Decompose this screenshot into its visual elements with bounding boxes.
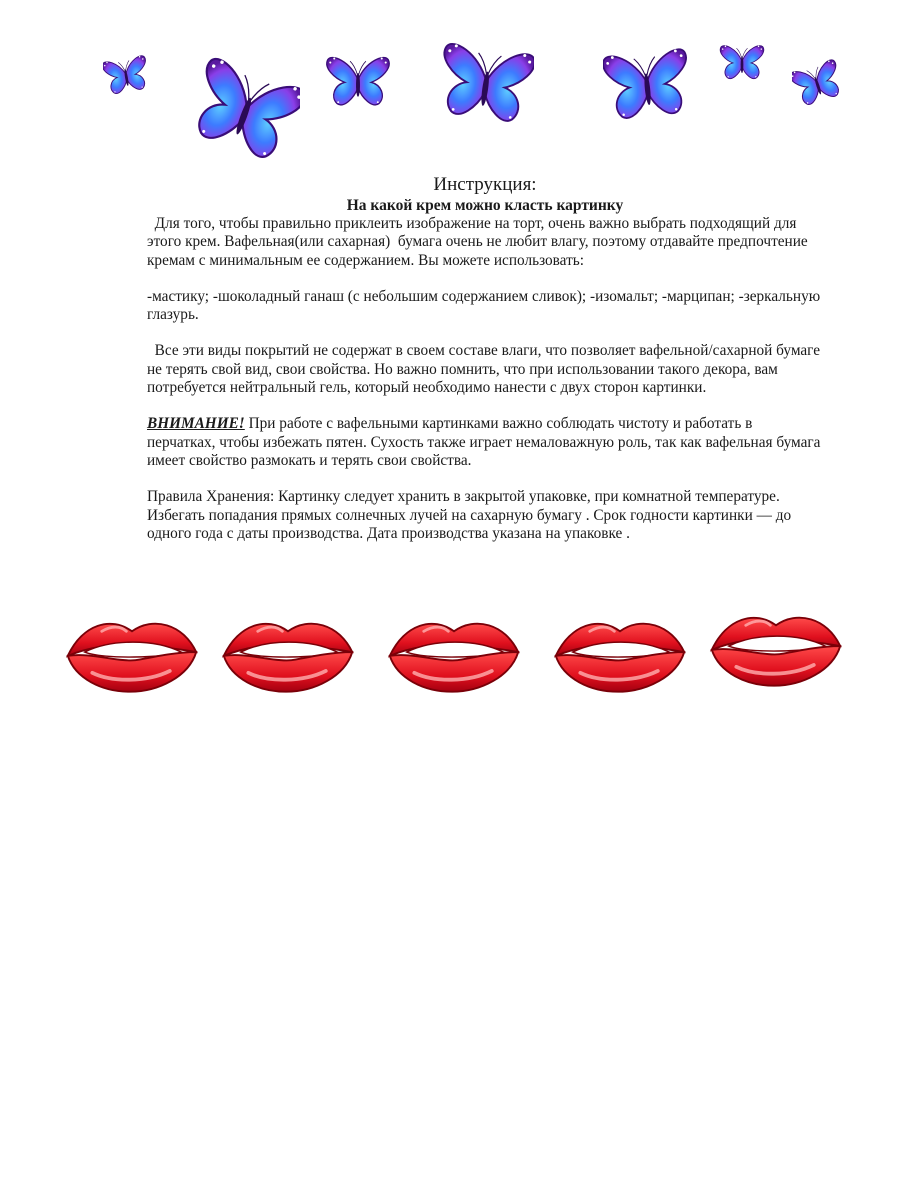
lips-icon [386,608,522,698]
butterfly-icon [438,34,534,132]
page-title: Инструкция: [433,174,537,195]
paragraph-coatings: Все эти виды покрытий не содержат в своем составе влаги, что позволяет вафельной/сахарной бумаге не терять свой вид, свои свойства. Но важно помнить, что при использовании такого декора, вам потребуется нейтральный гель, который необходимо нанести с двух сторон картинки. [147,342,824,397]
butterfly-icon [103,50,149,100]
paragraph-intro: Для того, чтобы правильно приклеить изображение на торт, очень важно выбрать подходящий для этого крем. Вафельная(или сахарная) бумага очень не любит влагу, поэтому отдавайте предпочтение кремам с минимальным ее содержанием. Вы можете использовать: [147,215,812,269]
instruction-text [147,174,823,543]
page-subtitle: На какой крем можно класть картинку [346,197,624,214]
lips-icon [64,608,200,698]
butterfly-icon [318,48,398,114]
lips-icon [708,602,844,692]
butterfly-icon [603,36,691,132]
paragraph-list: -мастику; -шоколадный ганаш (с небольшим содержанием сливок); -изомальт; -марципан; -зеркальную глазурь. [147,287,821,324]
lips-icon [220,608,356,698]
butterfly-icon [792,58,842,108]
warning-text: При работе с вафельными картинками важно соблюдать чистоту и работать в перчатках, чтобы избежать пятен. Сухость также играет немаловажную роль, так как вафельная бумага имеет свойство размокать и терять свои свойства. [147,415,821,469]
paragraph-warning [147,415,823,470]
butterfly-icon [192,52,300,168]
warning-label: ВНИМАНИЕ! [147,415,245,433]
lips-icon [552,608,688,698]
butterfly-icon [719,38,765,86]
paragraph-storage: Правила Хранения: Картинку следует хранить в закрытой упаковке, при комнатной температуре. Избегать попадания прямых солнечных лучей на сахарную бумагу . Срок годности картинки — до одного года с даты производства. Дата производства указана на упаковке . [147,488,792,542]
